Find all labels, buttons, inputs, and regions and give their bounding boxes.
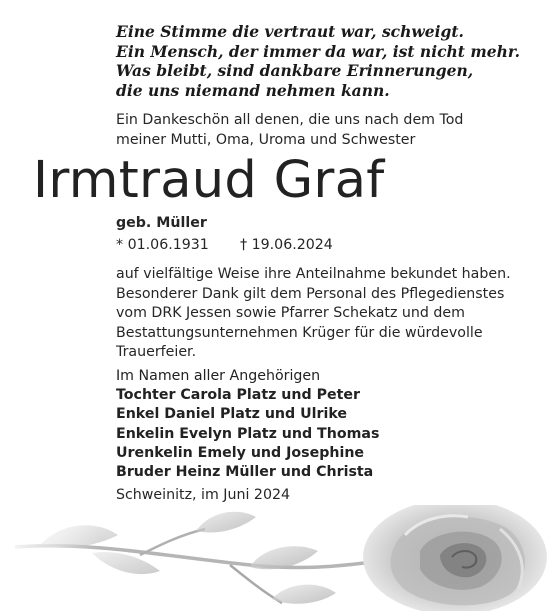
poem-line: Ein Mensch, der immer da war, ist nicht mehr.	[116, 41, 521, 61]
intro-line: Ein Dankeschön all denen, die uns nach dem Tod	[116, 112, 464, 128]
mourner-name: Enkel Daniel Platz und Ulrike	[116, 406, 348, 423]
intro-line: meiner Mutti, Oma, Uroma und Schwester	[116, 131, 416, 148]
poem	[116, 22, 536, 100]
poem-line: Was bleibt, sind dankbare Erinnerungen,	[116, 61, 474, 80]
thanks-line: Trauerfeier.	[116, 344, 197, 360]
birth-name: geb. Müller	[116, 215, 207, 231]
poem-line: Eine Stimme die vertraut war, schweigt.	[116, 22, 464, 41]
intro-text	[116, 111, 536, 150]
mourners	[116, 367, 536, 482]
thanks-text	[116, 265, 536, 363]
poem-line: die uns niemand nehmen kann.	[116, 80, 390, 100]
mourner-name: Tochter Carola Platz und Peter	[116, 387, 361, 404]
thanks-line: Besonderer Dank gilt dem Personal des Pflegedienstes	[116, 285, 505, 302]
thanks-line: Bestattungsunternehmen Krüger für die würdevolle	[116, 324, 483, 341]
thanks-line: auf vielfältige Weise ihre Anteilnahme bekundet haben.	[116, 266, 511, 282]
mourner-name: Bruder Heinz Müller und Christa	[116, 464, 374, 481]
mourner-name: Urenkelin Emely und Josephine	[116, 444, 365, 461]
birth-date: * 01.06.1931	[116, 237, 209, 253]
rose-icon	[0, 505, 550, 611]
thanks-line: vom DRK Jessen sowie Pfarrer Schekatz und dem	[116, 305, 465, 321]
place-date: Schweinitz, im Juni 2024	[116, 487, 291, 503]
deceased-name: Irmtraud Graf	[33, 151, 385, 210]
mourners-lead: Im Namen aller Angehörigen	[116, 368, 321, 384]
death-date: † 19.06.2024	[240, 237, 333, 253]
mourner-name: Enkelin Evelyn Platz und Thomas	[116, 425, 380, 442]
